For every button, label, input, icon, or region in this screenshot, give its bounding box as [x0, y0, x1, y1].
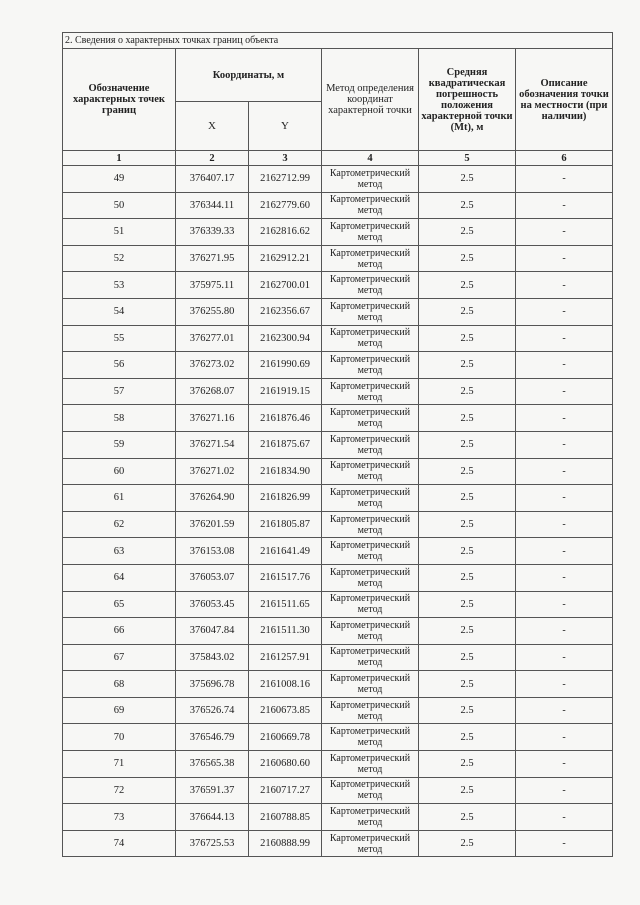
point-cell: 73 [63, 804, 176, 831]
point-cell: 57 [63, 378, 176, 405]
boundary-points-table [62, 32, 613, 857]
accuracy-cell: 2.5 [419, 405, 516, 432]
y-coordinate-cell: 2162300.94 [249, 325, 322, 352]
method-cell: Картометрический метод [322, 777, 419, 804]
description-cell: - [516, 166, 613, 193]
method-cell: Картометрический метод [322, 352, 419, 379]
method-cell: Картометрический метод [322, 405, 419, 432]
description-cell: - [516, 431, 613, 458]
y-coordinate-cell: 2161875.67 [249, 431, 322, 458]
description-cell: - [516, 192, 613, 219]
column-number: 1 [63, 151, 176, 166]
method-cell: Картометрический метод [322, 804, 419, 831]
method-cell: Картометрический метод [322, 644, 419, 671]
header-designation: Обозначение характерных точек границ [63, 49, 176, 151]
point-cell: 72 [63, 777, 176, 804]
description-cell: - [516, 830, 613, 857]
accuracy-cell: 2.5 [419, 538, 516, 565]
x-coordinate-cell: 376344.11 [176, 192, 249, 219]
point-cell: 50 [63, 192, 176, 219]
description-cell: - [516, 697, 613, 724]
header-coordinates: Координаты, м [176, 49, 322, 102]
description-cell: - [516, 804, 613, 831]
x-coordinate-cell: 376271.16 [176, 405, 249, 432]
description-cell: - [516, 671, 613, 698]
x-coordinate-cell: 376201.59 [176, 511, 249, 538]
method-cell: Картометрический метод [322, 591, 419, 618]
point-cell: 68 [63, 671, 176, 698]
method-cell: Картометрический метод [322, 298, 419, 325]
method-cell: Картометрический метод [322, 378, 419, 405]
y-coordinate-cell: 2161826.99 [249, 485, 322, 512]
y-coordinate-cell: 2161805.87 [249, 511, 322, 538]
description-cell: - [516, 538, 613, 565]
table-row [63, 724, 613, 751]
header-accuracy: Средняя квадратическая погрешность положения характерной точки (Mt), м [419, 49, 516, 151]
header-x: X [176, 102, 249, 151]
point-cell: 58 [63, 405, 176, 432]
accuracy-cell: 2.5 [419, 245, 516, 272]
method-cell: Картометрический метод [322, 166, 419, 193]
method-cell: Картометрический метод [322, 458, 419, 485]
accuracy-cell: 2.5 [419, 511, 516, 538]
y-coordinate-cell: 2162779.60 [249, 192, 322, 219]
point-cell: 61 [63, 485, 176, 512]
table-row [63, 538, 613, 565]
point-cell: 64 [63, 564, 176, 591]
y-coordinate-cell: 2161511.30 [249, 618, 322, 645]
y-coordinate-cell: 2160669.78 [249, 724, 322, 751]
x-coordinate-cell: 376273.02 [176, 352, 249, 379]
x-coordinate-cell: 376047.84 [176, 618, 249, 645]
method-cell: Картометрический метод [322, 830, 419, 857]
description-cell: - [516, 751, 613, 778]
accuracy-cell: 2.5 [419, 352, 516, 379]
method-cell: Картометрический метод [322, 325, 419, 352]
y-coordinate-cell: 2160717.27 [249, 777, 322, 804]
x-coordinate-cell: 376407.17 [176, 166, 249, 193]
x-coordinate-cell: 376277.01 [176, 325, 249, 352]
column-number: 4 [322, 151, 419, 166]
method-cell: Картометрический метод [322, 485, 419, 512]
y-coordinate-cell: 2161641.49 [249, 538, 322, 565]
table-row [63, 298, 613, 325]
point-cell: 56 [63, 352, 176, 379]
description-cell: - [516, 644, 613, 671]
method-cell: Картометрический метод [322, 272, 419, 299]
description-cell: - [516, 298, 613, 325]
table-row [63, 591, 613, 618]
y-coordinate-cell: 2162816.62 [249, 219, 322, 246]
point-cell: 49 [63, 166, 176, 193]
y-coordinate-cell: 2160680.60 [249, 751, 322, 778]
accuracy-cell: 2.5 [419, 378, 516, 405]
point-cell: 65 [63, 591, 176, 618]
point-cell: 60 [63, 458, 176, 485]
x-coordinate-cell: 376725.53 [176, 830, 249, 857]
y-coordinate-cell: 2161511.65 [249, 591, 322, 618]
accuracy-cell: 2.5 [419, 485, 516, 512]
y-coordinate-cell: 2161876.46 [249, 405, 322, 432]
method-cell: Картометрический метод [322, 751, 419, 778]
header-y: Y [249, 102, 322, 151]
table-row [63, 511, 613, 538]
x-coordinate-cell: 376644.13 [176, 804, 249, 831]
accuracy-cell: 2.5 [419, 751, 516, 778]
table-row [63, 272, 613, 299]
description-cell: - [516, 325, 613, 352]
description-cell: - [516, 378, 613, 405]
description-cell: - [516, 405, 613, 432]
description-cell: - [516, 272, 613, 299]
x-coordinate-cell: 376526.74 [176, 697, 249, 724]
table-row [63, 431, 613, 458]
table-row [63, 777, 613, 804]
x-coordinate-cell: 375696.78 [176, 671, 249, 698]
accuracy-cell: 2.5 [419, 804, 516, 831]
y-coordinate-cell: 2162700.01 [249, 272, 322, 299]
x-coordinate-cell: 376565.38 [176, 751, 249, 778]
column-number: 6 [516, 151, 613, 166]
description-cell: - [516, 458, 613, 485]
method-cell: Картометрический метод [322, 511, 419, 538]
x-coordinate-cell: 376053.45 [176, 591, 249, 618]
table-row [63, 804, 613, 831]
table-row [63, 219, 613, 246]
document-page [62, 32, 612, 857]
y-coordinate-cell: 2160673.85 [249, 697, 322, 724]
x-coordinate-cell: 376264.90 [176, 485, 249, 512]
y-coordinate-cell: 2161990.69 [249, 352, 322, 379]
method-cell: Картометрический метод [322, 245, 419, 272]
table-row [63, 378, 613, 405]
table-row [63, 697, 613, 724]
x-coordinate-cell: 376153.08 [176, 538, 249, 565]
accuracy-cell: 2.5 [419, 166, 516, 193]
point-cell: 66 [63, 618, 176, 645]
x-coordinate-cell: 376271.02 [176, 458, 249, 485]
point-cell: 53 [63, 272, 176, 299]
accuracy-cell: 2.5 [419, 618, 516, 645]
description-cell: - [516, 485, 613, 512]
table-row [63, 618, 613, 645]
table-row [63, 671, 613, 698]
method-cell: Картометрический метод [322, 697, 419, 724]
column-number: 3 [249, 151, 322, 166]
description-cell: - [516, 245, 613, 272]
accuracy-cell: 2.5 [419, 192, 516, 219]
table-row [63, 644, 613, 671]
point-cell: 54 [63, 298, 176, 325]
point-cell: 63 [63, 538, 176, 565]
table-row [63, 751, 613, 778]
table-row [63, 564, 613, 591]
point-cell: 59 [63, 431, 176, 458]
column-number-row [63, 151, 613, 166]
column-number: 5 [419, 151, 516, 166]
method-cell: Картометрический метод [322, 192, 419, 219]
method-cell: Картометрический метод [322, 538, 419, 565]
description-cell: - [516, 724, 613, 751]
table-row [63, 192, 613, 219]
table-row [63, 485, 613, 512]
x-coordinate-cell: 376268.07 [176, 378, 249, 405]
point-cell: 70 [63, 724, 176, 751]
x-coordinate-cell: 376271.95 [176, 245, 249, 272]
y-coordinate-cell: 2161008.16 [249, 671, 322, 698]
table-row [63, 245, 613, 272]
accuracy-cell: 2.5 [419, 325, 516, 352]
accuracy-cell: 2.5 [419, 458, 516, 485]
point-cell: 69 [63, 697, 176, 724]
table-row [63, 352, 613, 379]
description-cell: - [516, 591, 613, 618]
x-coordinate-cell: 376271.54 [176, 431, 249, 458]
table-row [63, 166, 613, 193]
method-cell: Картометрический метод [322, 219, 419, 246]
accuracy-cell: 2.5 [419, 724, 516, 751]
table-row [63, 405, 613, 432]
x-coordinate-cell: 375843.02 [176, 644, 249, 671]
x-coordinate-cell: 376053.07 [176, 564, 249, 591]
x-coordinate-cell: 376339.33 [176, 219, 249, 246]
point-cell: 67 [63, 644, 176, 671]
method-cell: Картометрический метод [322, 431, 419, 458]
header-method: Метод определения координат характерной точки [322, 49, 419, 151]
accuracy-cell: 2.5 [419, 671, 516, 698]
description-cell: - [516, 511, 613, 538]
point-cell: 55 [63, 325, 176, 352]
description-cell: - [516, 219, 613, 246]
accuracy-cell: 2.5 [419, 272, 516, 299]
y-coordinate-cell: 2161834.90 [249, 458, 322, 485]
table-row [63, 458, 613, 485]
method-cell: Картометрический метод [322, 564, 419, 591]
table-row [63, 830, 613, 857]
table-row [63, 325, 613, 352]
description-cell: - [516, 564, 613, 591]
y-coordinate-cell: 2162912.21 [249, 245, 322, 272]
accuracy-cell: 2.5 [419, 564, 516, 591]
method-cell: Картометрический метод [322, 618, 419, 645]
accuracy-cell: 2.5 [419, 830, 516, 857]
x-coordinate-cell: 376591.37 [176, 777, 249, 804]
x-coordinate-cell: 376546.79 [176, 724, 249, 751]
point-cell: 71 [63, 751, 176, 778]
point-cell: 62 [63, 511, 176, 538]
x-coordinate-cell: 376255.80 [176, 298, 249, 325]
y-coordinate-cell: 2161257.91 [249, 644, 322, 671]
accuracy-cell: 2.5 [419, 219, 516, 246]
description-cell: - [516, 352, 613, 379]
accuracy-cell: 2.5 [419, 697, 516, 724]
description-cell: - [516, 777, 613, 804]
accuracy-cell: 2.5 [419, 298, 516, 325]
y-coordinate-cell: 2161919.15 [249, 378, 322, 405]
section-title: 2. Сведения о характерных точках границ объекта [63, 33, 613, 49]
header-description: Описание обозначения точки на местности (при наличии) [516, 49, 613, 151]
point-cell: 74 [63, 830, 176, 857]
description-cell: - [516, 618, 613, 645]
y-coordinate-cell: 2161517.76 [249, 564, 322, 591]
accuracy-cell: 2.5 [419, 777, 516, 804]
method-cell: Картометрический метод [322, 724, 419, 751]
y-coordinate-cell: 2162356.67 [249, 298, 322, 325]
accuracy-cell: 2.5 [419, 431, 516, 458]
x-coordinate-cell: 375975.11 [176, 272, 249, 299]
point-cell: 52 [63, 245, 176, 272]
y-coordinate-cell: 2160788.85 [249, 804, 322, 831]
method-cell: Картометрический метод [322, 671, 419, 698]
point-cell: 51 [63, 219, 176, 246]
column-number: 2 [176, 151, 249, 166]
accuracy-cell: 2.5 [419, 644, 516, 671]
y-coordinate-cell: 2162712.99 [249, 166, 322, 193]
y-coordinate-cell: 2160888.99 [249, 830, 322, 857]
accuracy-cell: 2.5 [419, 591, 516, 618]
